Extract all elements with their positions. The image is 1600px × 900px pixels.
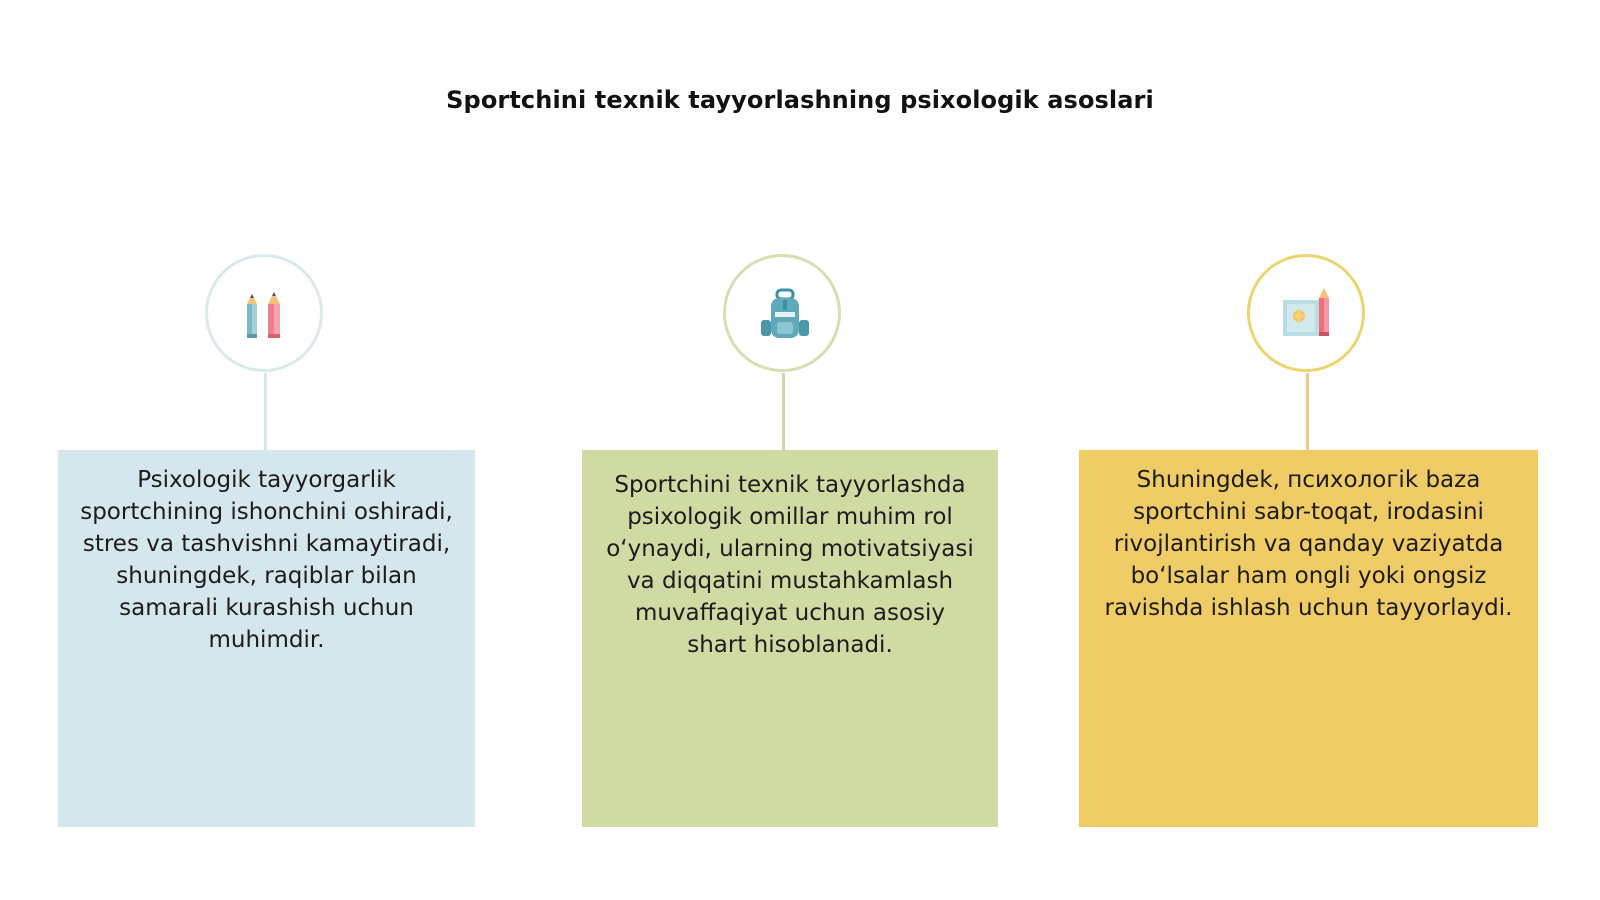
- info-card: [1079, 450, 1538, 827]
- info-card: [58, 450, 475, 827]
- backpack-icon: [755, 286, 815, 346]
- card-text: Sportchini texnik tayyorlashda psixologik omillar muhim rol oʻynaydi, ularning motivatsiyasi va diqqatini mustahkamlash muvaffaqiyat uchun asosiy shart hisoblanadi.: [606, 472, 974, 658]
- picture-and-crayon-icon: [1279, 286, 1339, 346]
- card-text: Psixologik tayyorgarlik sportchining ishonchini oshiradi, stres va tashvishni kamaytiradi, shuningdek, raqiblar bilan samarali kurashish uchun muhimdir.: [80, 467, 453, 653]
- pencils-icon: [237, 286, 297, 346]
- icon-circle: [1247, 254, 1365, 372]
- connector-line: [782, 373, 785, 450]
- connector-line: [1306, 373, 1309, 450]
- info-card: [582, 450, 998, 827]
- card-text: Shuningdek, психологik baza sportchini sabr-toqat, irodasini rivojlantirish va qanday vaziyatda boʻlsalar ham ongli yoki ongsiz ravishda ishlash uchun tayyorlaydi.: [1104, 467, 1513, 621]
- connector-line: [264, 373, 267, 450]
- slide-title: Sportchini texnik tayyorlashning psixologik asoslari: [446, 86, 1154, 114]
- icon-circle: [205, 254, 323, 372]
- icon-circle: [723, 254, 841, 372]
